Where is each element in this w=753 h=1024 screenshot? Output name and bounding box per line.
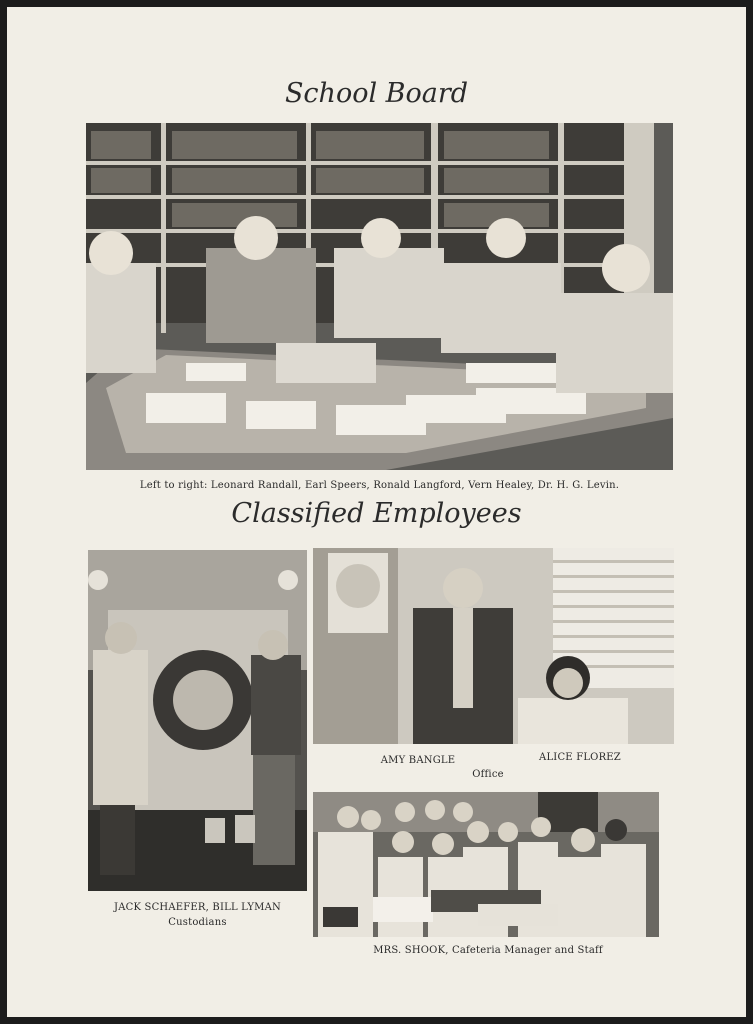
custodians-photo [88,550,307,891]
classified-employees-title: Classified Employees [231,498,522,529]
school-board-caption: Left to right: Leonard Randall, Earl Speers, Ronald Langford, Vern Healey, Dr. H. G. Levin. [139,480,620,491]
custodians-role-caption: Custodians [168,917,227,928]
office-right-caption: ALICE FLOREZ [539,752,621,763]
school-board-photo [86,123,673,470]
office-photo [313,548,674,744]
office-role-caption: Office [472,769,504,780]
cafeteria-caption: MRS. SHOOK, Cafeteria Manager and Staff [373,945,603,956]
school-board-title: School Board [284,78,469,109]
office-left-caption: AMY BANGLE [380,755,456,766]
cafeteria-photo [313,792,659,937]
custodians-names-caption: JACK SCHAEFER, BILL LYMAN [114,902,281,913]
